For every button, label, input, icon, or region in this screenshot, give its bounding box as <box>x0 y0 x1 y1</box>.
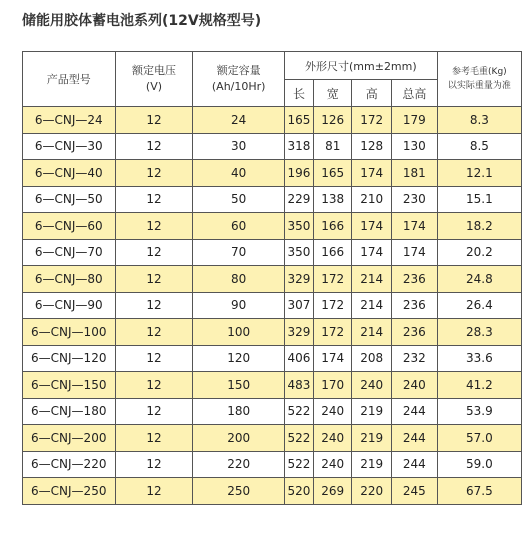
battery-spec-table <box>22 51 522 505</box>
cell-width: 138 <box>314 186 352 213</box>
cell-capacity: 120 <box>193 345 284 372</box>
cell-length: 350 <box>284 239 313 266</box>
cell-model: 6—CNJ—50 <box>23 186 116 213</box>
table-row <box>23 266 522 293</box>
table-row <box>23 425 522 452</box>
cell-capacity: 90 <box>193 292 284 319</box>
cell-length: 307 <box>284 292 313 319</box>
cell-height: 240 <box>352 372 392 399</box>
cell-total-height: 236 <box>391 319 437 346</box>
cell-weight: 12.1 <box>437 160 521 187</box>
cell-width: 172 <box>314 319 352 346</box>
cell-voltage: 12 <box>115 345 193 372</box>
cell-voltage: 12 <box>115 425 193 452</box>
cell-capacity: 80 <box>193 266 284 293</box>
cell-width: 240 <box>314 451 352 478</box>
cell-model: 6—CNJ—180 <box>23 398 116 425</box>
cell-total-height: 236 <box>391 266 437 293</box>
cell-height: 214 <box>352 292 392 319</box>
cell-weight: 33.6 <box>437 345 521 372</box>
cell-height: 174 <box>352 213 392 240</box>
header-voltage-label: 额定电压 <box>131 64 176 77</box>
cell-width: 166 <box>314 213 352 240</box>
cell-voltage: 12 <box>115 266 193 293</box>
cell-model: 6—CNJ—30 <box>23 133 116 160</box>
cell-voltage: 12 <box>115 239 193 266</box>
cell-weight: 20.2 <box>437 239 521 266</box>
header-model: 产品型号 <box>23 52 116 107</box>
cell-total-height: 179 <box>391 107 437 134</box>
cell-weight: 26.4 <box>437 292 521 319</box>
cell-width: 81 <box>314 133 352 160</box>
cell-capacity: 60 <box>193 213 284 240</box>
cell-width: 172 <box>314 292 352 319</box>
table-row <box>23 186 522 213</box>
table-header <box>23 52 522 107</box>
cell-length: 329 <box>284 319 313 346</box>
cell-length: 483 <box>284 372 313 399</box>
cell-weight: 15.1 <box>437 186 521 213</box>
header-weight-note: 以实际重量为准 <box>447 81 511 91</box>
cell-voltage: 12 <box>115 478 193 505</box>
cell-height: 220 <box>352 478 392 505</box>
cell-total-height: 130 <box>391 133 437 160</box>
cell-model: 6—CNJ—60 <box>23 213 116 240</box>
cell-capacity: 100 <box>193 319 284 346</box>
table-row <box>23 213 522 240</box>
cell-height: 174 <box>352 160 392 187</box>
cell-width: 240 <box>314 425 352 452</box>
cell-weight: 8.3 <box>437 107 521 134</box>
cell-length: 229 <box>284 186 313 213</box>
cell-length: 350 <box>284 213 313 240</box>
cell-model: 6—CNJ—40 <box>23 160 116 187</box>
cell-voltage: 12 <box>115 186 193 213</box>
cell-height: 210 <box>352 186 392 213</box>
cell-height: 219 <box>352 398 392 425</box>
cell-model: 6—CNJ—90 <box>23 292 116 319</box>
cell-voltage: 12 <box>115 372 193 399</box>
cell-weight: 59.0 <box>437 451 521 478</box>
cell-voltage: 12 <box>115 398 193 425</box>
cell-capacity: 150 <box>193 372 284 399</box>
cell-model: 6—CNJ—200 <box>23 425 116 452</box>
cell-model: 6—CNJ—120 <box>23 345 116 372</box>
cell-length: 406 <box>284 345 313 372</box>
cell-width: 240 <box>314 398 352 425</box>
header-capacity-unit: (Ah/10Hr) <box>211 80 266 93</box>
cell-width: 126 <box>314 107 352 134</box>
cell-model: 6—CNJ—70 <box>23 239 116 266</box>
cell-length: 318 <box>284 133 313 160</box>
header-dimensions: 外形尺寸(mm±2mm) <box>284 52 437 80</box>
table-row <box>23 372 522 399</box>
cell-total-height: 174 <box>391 239 437 266</box>
header-total-height: 总高 <box>391 80 437 107</box>
cell-capacity: 24 <box>193 107 284 134</box>
cell-model: 6—CNJ—250 <box>23 478 116 505</box>
table-body <box>23 107 522 505</box>
table-row <box>23 160 522 187</box>
cell-total-height: 230 <box>391 186 437 213</box>
table-row <box>23 451 522 478</box>
cell-weight: 57.0 <box>437 425 521 452</box>
table-row <box>23 319 522 346</box>
cell-total-height: 240 <box>391 372 437 399</box>
cell-total-height: 236 <box>391 292 437 319</box>
table-row <box>23 107 522 134</box>
header-capacity-label: 额定容量 <box>216 64 261 77</box>
cell-height: 219 <box>352 451 392 478</box>
cell-height: 128 <box>352 133 392 160</box>
cell-height: 214 <box>352 319 392 346</box>
cell-width: 172 <box>314 266 352 293</box>
header-weight-label: 参考毛重(Kg) <box>452 67 507 77</box>
table-row <box>23 292 522 319</box>
cell-total-height: 244 <box>391 398 437 425</box>
cell-model: 6—CNJ—220 <box>23 451 116 478</box>
cell-length: 520 <box>284 478 313 505</box>
cell-height: 219 <box>352 425 392 452</box>
cell-total-height: 232 <box>391 345 437 372</box>
header-height: 高 <box>352 80 392 107</box>
cell-total-height: 245 <box>391 478 437 505</box>
cell-width: 269 <box>314 478 352 505</box>
cell-width: 170 <box>314 372 352 399</box>
cell-total-height: 244 <box>391 425 437 452</box>
table-row <box>23 345 522 372</box>
cell-capacity: 50 <box>193 186 284 213</box>
cell-length: 522 <box>284 451 313 478</box>
cell-width: 174 <box>314 345 352 372</box>
cell-model: 6—CNJ—80 <box>23 266 116 293</box>
table-row <box>23 398 522 425</box>
cell-weight: 8.5 <box>437 133 521 160</box>
cell-capacity: 40 <box>193 160 284 187</box>
cell-height: 208 <box>352 345 392 372</box>
cell-capacity: 200 <box>193 425 284 452</box>
cell-voltage: 12 <box>115 160 193 187</box>
cell-weight: 41.2 <box>437 372 521 399</box>
header-length: 长 <box>284 80 313 107</box>
cell-capacity: 250 <box>193 478 284 505</box>
cell-length: 522 <box>284 398 313 425</box>
header-voltage-unit: (V) <box>145 80 163 93</box>
cell-model: 6—CNJ—100 <box>23 319 116 346</box>
table-row <box>23 239 522 266</box>
header-weight <box>437 52 521 107</box>
cell-weight: 28.3 <box>437 319 521 346</box>
cell-capacity: 180 <box>193 398 284 425</box>
cell-weight: 53.9 <box>437 398 521 425</box>
cell-width: 165 <box>314 160 352 187</box>
cell-height: 174 <box>352 239 392 266</box>
cell-length: 196 <box>284 160 313 187</box>
cell-length: 165 <box>284 107 313 134</box>
cell-length: 522 <box>284 425 313 452</box>
cell-voltage: 12 <box>115 107 193 134</box>
table-row <box>23 133 522 160</box>
cell-voltage: 12 <box>115 292 193 319</box>
cell-weight: 67.5 <box>437 478 521 505</box>
header-voltage <box>115 52 193 107</box>
cell-height: 172 <box>352 107 392 134</box>
cell-model: 6—CNJ—150 <box>23 372 116 399</box>
cell-weight: 24.8 <box>437 266 521 293</box>
header-capacity <box>193 52 284 107</box>
header-width: 宽 <box>314 80 352 107</box>
cell-voltage: 12 <box>115 133 193 160</box>
cell-weight: 18.2 <box>437 213 521 240</box>
cell-height: 214 <box>352 266 392 293</box>
cell-model: 6—CNJ—24 <box>23 107 116 134</box>
cell-total-height: 244 <box>391 451 437 478</box>
cell-width: 166 <box>314 239 352 266</box>
cell-total-height: 181 <box>391 160 437 187</box>
cell-voltage: 12 <box>115 451 193 478</box>
cell-capacity: 70 <box>193 239 284 266</box>
cell-length: 329 <box>284 266 313 293</box>
cell-capacity: 220 <box>193 451 284 478</box>
table-row <box>23 478 522 505</box>
cell-voltage: 12 <box>115 213 193 240</box>
cell-total-height: 174 <box>391 213 437 240</box>
cell-voltage: 12 <box>115 319 193 346</box>
document-title: 储能用胶体蓄电池系列(12V规格型号) <box>22 13 262 29</box>
cell-capacity: 30 <box>193 133 284 160</box>
